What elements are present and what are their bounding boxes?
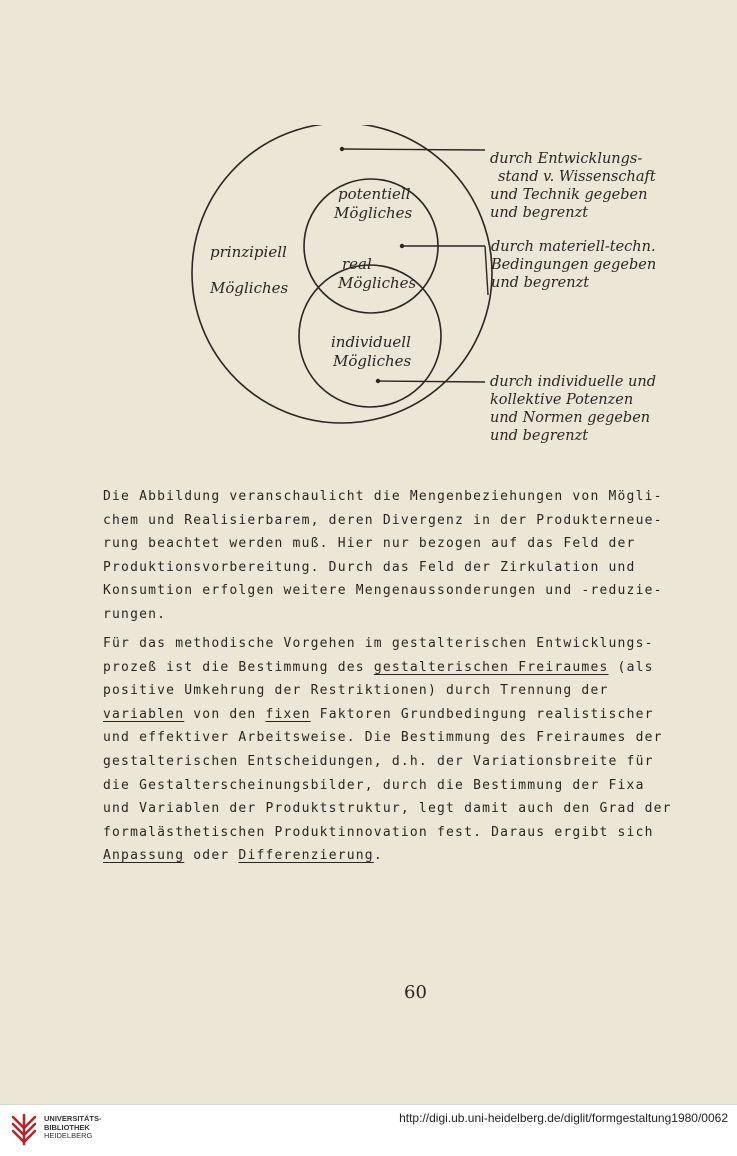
label-real: real: [342, 255, 372, 273]
term-anpassung: Anpassung: [103, 848, 185, 864]
label-real-moegliches: Mögliches: [338, 274, 417, 292]
annotation-materiell-technisch: durch materiell-techn. Bedingungen gegeben und begrenzt: [491, 239, 657, 291]
source-url-link[interactable]: http://digi.ub.uni-heidelberg.de/diglit/formgestaltung1980/0062: [399, 1111, 728, 1125]
label-individuell-moegliches: Mögliches: [333, 352, 412, 370]
label-potentiell: potentiell: [338, 185, 411, 203]
paragraph-methodisches-vorgehen: Für das methodische Vorgehen im gestalterischen Entwicklungs- prozeß ist die Bestimmung des gestalterischen Freiraumes (als positive Umkehrung der Restriktionen) durch Trennung der variablen von den fixen Faktoren Grundbedingung realistischer und effektiver Arbeitsweise. Die Bestimmung des Freiraumes der gestalterischen Entscheidungen, d.h. der Variationsbreite für die Gestalterscheinungsbilder, durch die Bestimmung der Fixa und Variablen der Produktstruktur, legt damit auch den Grad der formalästhetischen Produktinnovation fest. Daraus ergibt sich Anpassung oder Differenzierung.: [103, 636, 672, 864]
label-prinzipiell: prinzipiell: [210, 243, 287, 261]
term-variablen: variablen: [103, 706, 185, 722]
label-potentiell-moegliches: Mögliches: [334, 204, 413, 222]
term-differenzierung: Differenzierung: [238, 848, 374, 864]
university-library-logo-icon: [9, 1111, 39, 1147]
footer-bar: [0, 1104, 737, 1156]
label-prinzipiell-moegliches: Mögliches: [210, 279, 289, 297]
annotation-entwicklungsstand: durch Entwicklungs- stand v. Wissenschaft und Technik gegeben und begrenzt: [490, 151, 656, 221]
annotation-individuelle-potenzen: durch individuelle und kollektive Potenzen und Normen gegeben und begrenzt: [490, 374, 656, 444]
term-gestalterischer-freiraum: gestalterischen Freiraumes: [373, 659, 609, 675]
term-fixen: fixen: [265, 706, 311, 722]
page-number: 60: [404, 982, 427, 1003]
institution-name: UNIVERSITÄTS- BIBLIOTHEK HEIDELBERG: [44, 1114, 102, 1140]
venn-diagram: [180, 125, 500, 450]
paragraph-mengenbeziehungen: Die Abbildung veranschaulicht die Mengenbeziehungen von Mögli- chem und Realisierbarem, deren Divergenz in der Produkterneue- rung beachtet werden muß. Hier nur bezogen auf das Feld der Produktionsvorbereitung. Durch das Feld der Zirkulation und Konsumtion erfolgen weitere Mengenaussonderungen und -reduzie- rungen.: [103, 489, 663, 622]
label-individuell: individuell: [331, 333, 411, 351]
